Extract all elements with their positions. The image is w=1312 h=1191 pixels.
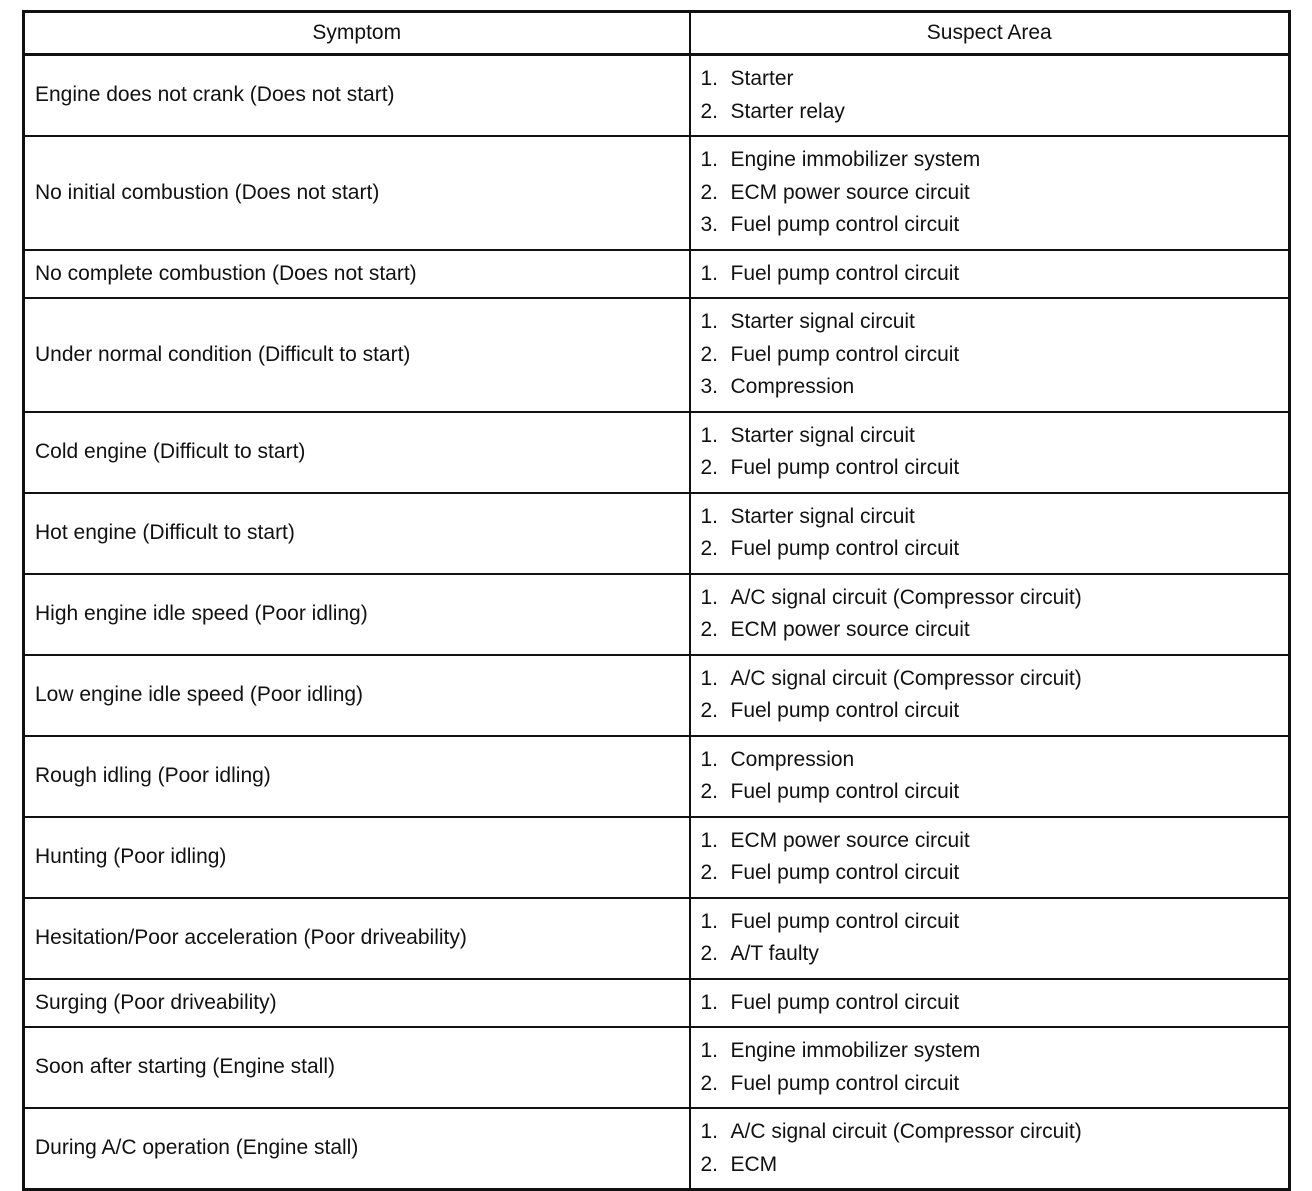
symptom-cell: During A/C operation (Engine stall)	[24, 1108, 690, 1190]
suspect-area-number: 1.	[700, 310, 719, 333]
symptom-cell: High engine idle speed (Poor idling)	[24, 574, 690, 655]
suspect-area-text: A/C signal circuit (Compressor circuit)	[730, 585, 1082, 609]
suspect-area-cell	[690, 1108, 1290, 1190]
suspect-area-cell	[690, 493, 1290, 574]
suspect-area-item	[701, 987, 1279, 1020]
suspect-area-text: Fuel pump control circuit	[730, 780, 960, 803]
table-row	[24, 493, 1290, 574]
suspect-area-number: 2.	[700, 1152, 719, 1176]
suspect-area-cell	[690, 655, 1290, 736]
suspect-area-item	[701, 501, 1279, 534]
symptom-cell: No initial combustion (Does not start)	[24, 136, 690, 250]
suspect-area-cell	[690, 979, 1290, 1028]
suspect-area-number: 1.	[700, 909, 719, 933]
symptom-table	[22, 10, 1291, 1191]
suspect-area-number: 1.	[700, 828, 719, 852]
suspect-area-text: A/T faulty	[730, 942, 819, 965]
suspect-area-item	[701, 258, 1279, 291]
suspect-area-item	[701, 663, 1279, 696]
suspect-area-number: 1.	[700, 148, 719, 171]
suspect-area-number: 1.	[700, 747, 719, 771]
suspect-area-number: 1.	[700, 666, 719, 690]
table-row	[24, 298, 1290, 412]
table-row	[24, 979, 1290, 1028]
symptom-cell: Hot engine (Difficult to start)	[24, 493, 690, 574]
suspect-area-text: Starter relay	[730, 99, 845, 123]
suspect-area-number: 2.	[700, 180, 719, 204]
table-row	[24, 1027, 1290, 1108]
suspect-area-item	[701, 582, 1279, 615]
suspect-area-number: 1.	[700, 504, 719, 528]
table-row	[24, 574, 1290, 655]
suspect-area-number: 3.	[700, 213, 719, 236]
suspect-area-number: 2.	[700, 861, 719, 884]
suspect-area-item	[701, 533, 1279, 566]
suspect-area-item	[701, 339, 1279, 372]
suspect-area-item	[701, 776, 1279, 809]
suspect-area-item	[701, 1035, 1279, 1068]
symptom-cell: Soon after starting (Engine stall)	[24, 1027, 690, 1108]
suspect-area-text: Fuel pump control circuit	[730, 456, 960, 479]
table-row	[24, 898, 1290, 979]
symptom-cell: Cold engine (Difficult to start)	[24, 412, 690, 493]
suspect-area-cell	[690, 898, 1290, 979]
suspect-area-item	[701, 938, 1279, 971]
suspect-area-item	[701, 306, 1279, 339]
suspect-area-text: Fuel pump control circuit	[730, 861, 960, 884]
suspect-area-text: Fuel pump control circuit	[730, 990, 960, 1014]
suspect-area-text: Compression	[730, 747, 855, 771]
suspect-area-cell	[690, 574, 1290, 655]
suspect-area-cell	[690, 298, 1290, 412]
suspect-area-number: 2.	[700, 537, 719, 560]
symptom-cell: Low engine idle speed (Poor idling)	[24, 655, 690, 736]
symptom-cell: Surging (Poor driveability)	[24, 979, 690, 1028]
suspect-area-item	[701, 63, 1279, 96]
suspect-area-item	[701, 695, 1279, 728]
symptom-cell: Under normal condition (Difficult to start)	[24, 298, 690, 412]
suspect-area-cell	[690, 250, 1290, 299]
suspect-area-text: Compression	[730, 375, 855, 398]
suspect-area-number: 1.	[700, 990, 719, 1014]
suspect-area-text: Starter signal circuit	[730, 310, 915, 333]
suspect-area-cell	[690, 412, 1290, 493]
table-row	[24, 55, 1290, 137]
symptom-cell: Rough idling (Poor idling)	[24, 736, 690, 817]
suspect-area-text: Engine immobilizer system	[730, 1039, 981, 1062]
suspect-area-text: ECM power source circuit	[730, 828, 970, 852]
suspect-area-cell	[690, 136, 1290, 250]
suspect-area-item	[701, 614, 1279, 647]
suspect-area-item	[701, 371, 1279, 404]
suspect-area-item	[701, 420, 1279, 453]
suspect-area-item	[701, 452, 1279, 485]
table-row	[24, 1108, 1290, 1190]
suspect-area-text: Fuel pump control circuit	[730, 342, 960, 366]
suspect-area-item	[701, 177, 1279, 210]
suspect-area-number: 1.	[700, 585, 719, 609]
suspect-area-text: Fuel pump control circuit	[730, 261, 960, 285]
table-row	[24, 817, 1290, 898]
suspect-area-text: Fuel pump control circuit	[730, 699, 960, 722]
suspect-area-text: Fuel pump control circuit	[730, 213, 960, 236]
suspect-area-text: Fuel pump control circuit	[730, 537, 960, 560]
suspect-area-text: ECM	[730, 1152, 778, 1176]
suspect-area-item	[701, 744, 1279, 777]
suspect-area-cell	[690, 736, 1290, 817]
suspect-area-text: Fuel pump control circuit	[730, 909, 960, 933]
suspect-area-text: Engine immobilizer system	[730, 148, 981, 171]
suspect-area-text: A/C signal circuit (Compressor circuit)	[730, 666, 1082, 690]
suspect-area-item	[701, 825, 1279, 858]
suspect-area-text: A/C signal circuit (Compressor circuit)	[730, 1120, 1082, 1143]
table-header-row	[24, 12, 1290, 55]
suspect-area-number: 1.	[700, 1120, 719, 1143]
table-row	[24, 136, 1290, 250]
suspect-area-item	[701, 906, 1279, 939]
suspect-area-text: Starter signal circuit	[730, 423, 915, 447]
suspect-area-text: Starter	[730, 67, 794, 90]
symptom-cell: Hesitation/Poor acceleration (Poor driveability)	[24, 898, 690, 979]
suspect-area-number: 1.	[700, 261, 719, 285]
suspect-area-number: 1.	[700, 67, 719, 90]
symptom-cell: No complete combustion (Does not start)	[24, 250, 690, 299]
header-symptom: Symptom	[24, 12, 690, 55]
header-suspect-area: Suspect Area	[690, 12, 1290, 55]
suspect-area-number: 2.	[700, 699, 719, 722]
suspect-area-number: 2.	[700, 99, 719, 123]
suspect-area-item	[701, 1149, 1279, 1182]
suspect-area-item	[701, 1068, 1279, 1101]
suspect-area-cell	[690, 817, 1290, 898]
table-body	[24, 55, 1290, 1190]
suspect-area-item	[701, 96, 1279, 129]
suspect-area-number: 2.	[700, 618, 719, 641]
suspect-area-item	[701, 857, 1279, 890]
table-row	[24, 655, 1290, 736]
suspect-area-text: Starter signal circuit	[730, 504, 915, 528]
suspect-area-number: 2.	[700, 942, 719, 965]
suspect-area-text: Fuel pump control circuit	[730, 1071, 960, 1095]
suspect-area-number: 1.	[700, 423, 719, 447]
table-row	[24, 736, 1290, 817]
table-row	[24, 250, 1290, 299]
suspect-area-number: 2.	[700, 780, 719, 803]
suspect-area-item	[701, 144, 1279, 177]
suspect-area-number: 2.	[700, 1071, 719, 1095]
suspect-area-item	[701, 209, 1279, 242]
suspect-area-cell	[690, 55, 1290, 137]
suspect-area-item	[701, 1116, 1279, 1149]
suspect-area-cell	[690, 1027, 1290, 1108]
table-row	[24, 412, 1290, 493]
suspect-area-number: 3.	[700, 375, 719, 398]
suspect-area-number: 2.	[700, 342, 719, 366]
suspect-area-text: ECM power source circuit	[730, 180, 970, 204]
symptom-cell: Engine does not crank (Does not start)	[24, 55, 690, 137]
symptom-cell: Hunting (Poor idling)	[24, 817, 690, 898]
suspect-area-number: 1.	[700, 1039, 719, 1062]
suspect-area-number: 2.	[700, 456, 719, 479]
suspect-area-text: ECM power source circuit	[730, 618, 970, 641]
